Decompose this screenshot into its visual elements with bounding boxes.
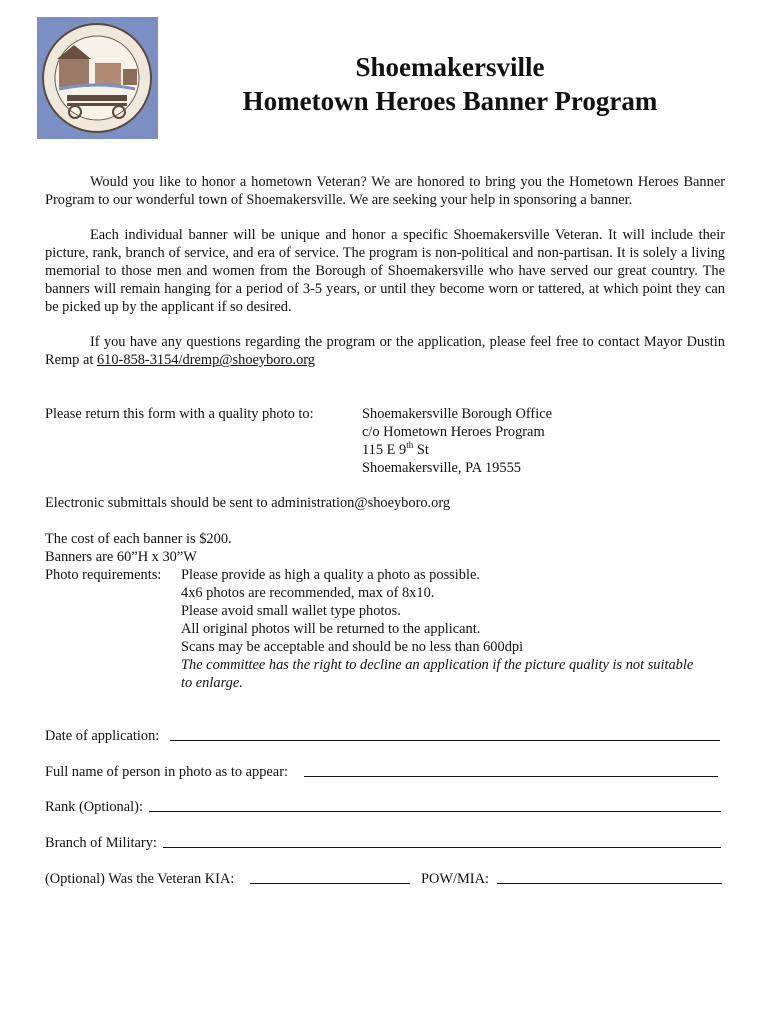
cost-line: The cost of each banner is $200. (45, 531, 232, 547)
return-address-line4: Shoemakersville, PA 19555 (362, 460, 521, 476)
photo-requirement-5: Scans may be acceptable and should be no less than 600dpi (181, 639, 524, 655)
rank-label: Rank (Optional): (45, 799, 143, 815)
photo-requirement-2: 4x6 photos are recommended, max of 8x10. (181, 585, 435, 601)
mayor-contact-link[interactable]: 610-858-3154/dremp@shoeyboro.org (96, 352, 315, 368)
committee-note-line2: to enlarge. (181, 675, 243, 691)
branch-of-military-field[interactable] (163, 847, 721, 848)
page-title-line1: Shoemakersville (355, 52, 545, 82)
date-of-application-field[interactable] (170, 740, 720, 741)
intro-p2-text: Each individual banner will be unique and honor a specific Shoemakersville Veteran. It will include their picture, rank, branch of service, and era of service. The program is non-political and non-partisan. It is solely a living memorial to those men and women from the Borough of Shoemakersville who have served our great country. The banners will remain hanging for a period of 3-5 years, or until they become worn or tattered, at which point they can be picked up by the applicant if so desired. (45, 227, 725, 315)
intro-paragraph-1 (45, 173, 725, 209)
pow-mia-field[interactable] (497, 883, 722, 884)
full-name-label: Full name of person in photo as to appear: (45, 764, 288, 780)
intro-paragraph-2 (45, 226, 725, 316)
committee-note-line1: The committee has the right to decline an application if the picture quality is not suitable (181, 657, 694, 673)
electronic-submittal-text: Electronic submittals should be sent to administration@shoeyboro.org (45, 495, 451, 511)
intro-p3-text: If you have any questions regarding the program or the application, please feel free to contact Mayor Dustin Remp at (45, 334, 725, 368)
intro-p1-text: Would you like to honor a hometown Veteran? We are honored to bring you the Hometown Heroes Banner Program to our wonderful town of Shoemakersville. We are seeking your help in sponsoring a banner. (45, 174, 725, 208)
seal-illustration (37, 17, 158, 139)
return-address-line2: c/o Hometown Heroes Program (362, 424, 545, 440)
borough-seal-logo (37, 17, 158, 139)
photo-requirement-3: Please avoid small wallet type photos. (181, 603, 401, 619)
return-address-line1: Shoemakersville Borough Office (362, 406, 552, 422)
intro-paragraph-3 (45, 333, 725, 369)
rank-field[interactable] (149, 811, 721, 812)
full-name-field[interactable] (304, 776, 718, 777)
pow-mia-label: POW/MIA: (421, 871, 489, 887)
branch-of-military-label: Branch of Military: (45, 835, 157, 851)
return-label: Please return this form with a quality photo to: (45, 406, 314, 422)
veteran-kia-field[interactable] (250, 883, 410, 884)
date-of-application-label: Date of application: (45, 728, 160, 744)
page-title-line2: Hometown Heroes Banner Program (242, 86, 658, 116)
banner-size-line: Banners are 60”H x 30”W (45, 549, 197, 565)
return-address-line3: 115 E 9th St (362, 440, 429, 458)
photo-requirements-label: Photo requirements: (45, 567, 162, 583)
photo-requirement-1: Please provide as high a quality a photo as possible. (181, 567, 480, 583)
veteran-kia-label: (Optional) Was the Veteran KIA: (45, 871, 235, 887)
photo-requirement-4: All original photos will be returned to the applicant. (181, 621, 481, 637)
